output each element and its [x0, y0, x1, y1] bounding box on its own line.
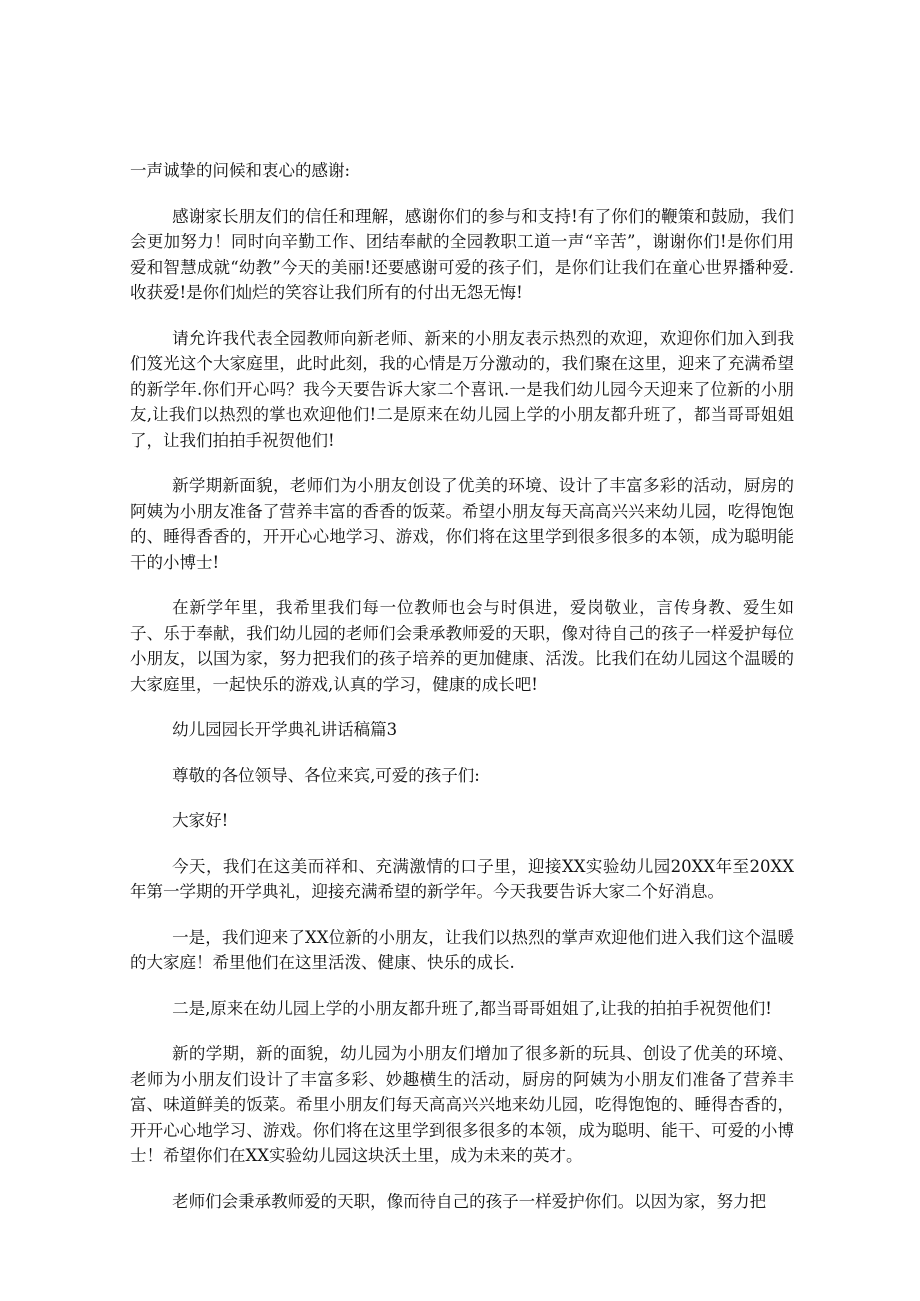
paragraph-news-two: 二是,原来在幼儿园上学的小朋友都升班了,都当哥哥姐姐了,让我的拍拍手祝贺他们!	[172, 998, 772, 1018]
paragraph-ceremony: 今天，我们在这美而祥和、充满激情的口子里，迎接XX实验幼儿园20XX年至20XX年第一学期的开学典礼，迎接充满希望的新学年。今天我要告诉大家二个好消息。	[130, 856, 794, 901]
section-heading: 幼儿园园长开学典礼讲话稿篇3	[172, 720, 398, 739]
salutation: 尊敬的各位领导、各位来宾,可爱的孩子们:	[172, 765, 480, 785]
greeting-line: 一声诚挚的问候和衷心的感谢:	[130, 161, 351, 180]
paragraph-news-one: 一是，我们迎来了XX位新的小朋友，让我们以热烈的掌声欢迎他们进入我们这个温暖的大家庭！希里他们在这里活泼、健康、快乐的成长.	[130, 927, 794, 972]
document-body	[130, 158, 794, 1234]
paragraph-thanks: 感谢家长朋友们的信任和理解，感谢你们的参与和支持!有了你们的鞭策和鼓励，我们会更加努力！同时向辛勤工作、团结奉献的全园教职工道一声“辛苦”，谢谢你们!是你们用爱和智慧成就“幼教”今天的美丽!还要感谢可爱的孩子们，是你们让我们在童心世界播种爱.收获爱!是你们灿烂的笑容让我们所有的付出无怨无悔!	[130, 206, 794, 302]
paragraph-new-term: 新学期新面貌，老师们为小朋友创设了优美的环境、设计了丰富多彩的活动，厨房的阿姨为小朋友准备了营养丰富的香香的饭菜。希望小朋友每天高高兴兴来幼儿园，吃得饱饱的、睡得香香的，开开心心地学习、游戏，你们将在这里学到很多很多的本领，成为聪明能干的小博士!	[130, 476, 794, 572]
paragraph-teachers: 在新学年里，我希里我们每一位教师也会与时俱进，爱岗敬业，言传身教、爱生如子、乐于奉献，我们幼儿园的老师们会秉承教师爱的天职，像对待自己的孩子一样爱护每位小朋友，以国为家，努力把我们的孩子培养的更加健康、活泼。比我们在幼儿园这个温暖的大家庭里，一起快乐的游戏,认真的学习，健康的成长吧!	[130, 598, 794, 694]
paragraph-new-semester: 新的学期，新的面貌，幼儿园为小朋友们增加了很多新的玩具、创设了优美的环境、老师为小朋友们设计了丰富多彩、妙趣横生的活动，厨房的阿姨为小朋友们准备了营养丰富、味道鲜美的饭菜。希里小朋友们每天高高兴兴地来幼儿园，吃得饱饱的、睡得杏香的，开开心心地学习、游戏。你们将在这里学到很多很多的本领，成为聪明、能干、可爱的小博士！希望你们在XX实验幼儿园这块沃土里，成为未来的英才。	[130, 1044, 794, 1165]
paragraph-closing: 老师们会秉承教师爱的天职，像而待自己的孩子一样爱护你们。以因为家，努力把	[172, 1191, 767, 1211]
hello-line: 大家好!	[172, 811, 229, 830]
paragraph-welcome: 请允许我代表全园教师向新老师、新来的小朋友表示热烈的欢迎，欢迎你们加入到我们笈光这个大家庭里，此时此刻，我的心情是万分激动的，我们聚在这里，迎来了充满希望的新学年.你们开心吗？我今天要告诉大家二个喜讯.一是我们幼儿园今天迎来了位新的小朋友,让我们以热烈的掌也欢迎他们!二是原来在幼儿园上学的小朋友都升班了，都当哥哥姐姐了，让我们拍拍手祝贺他们!	[130, 328, 794, 450]
